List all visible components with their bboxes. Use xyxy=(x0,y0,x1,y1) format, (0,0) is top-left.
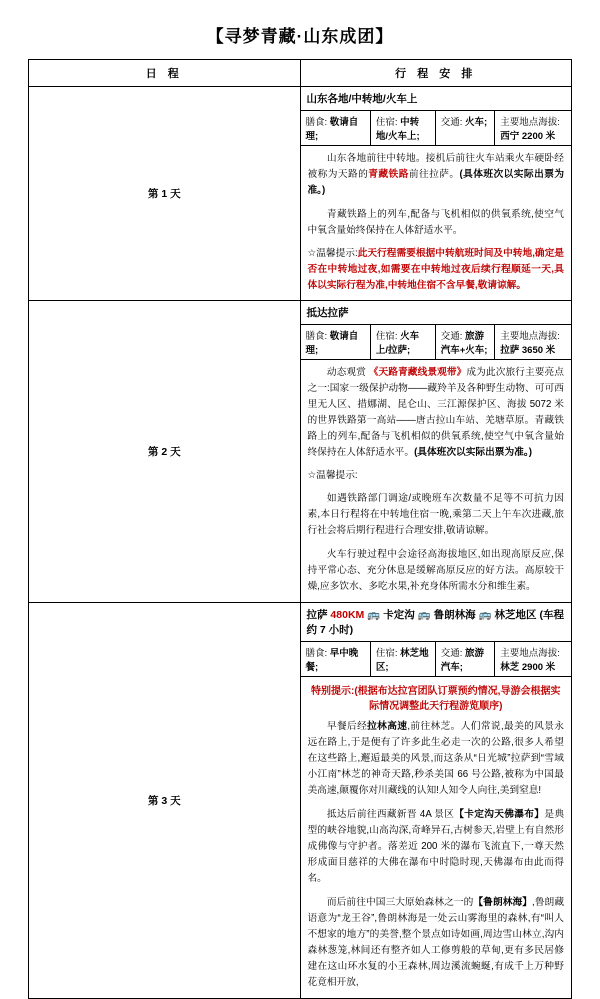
altitude-value: 林芝 2900 米 xyxy=(500,662,556,673)
paragraph xyxy=(301,714,572,802)
meal-label: 膳食: xyxy=(305,331,328,342)
text-segment-bold: 【鲁朗林海】 xyxy=(473,897,533,908)
bus-icon: 🚌 xyxy=(478,609,492,621)
transport-label: 交通: xyxy=(440,331,463,342)
text-segment-bold: (具体班次以实际出票为准。) xyxy=(414,447,532,458)
altitude-value: 拉萨 3650 米 xyxy=(500,345,556,356)
special-notice: 特别提示:(根据布达拉宫团队订票预约情况,导游会根据实际情况调整此天行程游览顺序) xyxy=(311,686,561,712)
lodging-label: 住宿: xyxy=(375,648,398,659)
transport-cell-2 xyxy=(436,325,496,359)
meal-value: 早中晚餐; xyxy=(305,648,359,673)
lodging-value: 林芝地区; xyxy=(375,648,429,673)
altitude-label: 主要地点海拔: xyxy=(500,331,560,342)
route-distance: 480KM xyxy=(330,609,365,621)
text-segment: 如遇铁路部门调途/或晚班车次数量不足等不可抗力因素,本日行程将在中转地住宿一晚,乘第二天上午车次进藏,旅行社会将后期行程进行合理安排,敬请谅解。 xyxy=(307,493,564,536)
tip-label: ☆温馨提示: xyxy=(307,248,358,259)
table-row xyxy=(29,603,572,999)
day-paragraphs-3 xyxy=(301,677,572,998)
lodging-cell-1 xyxy=(371,111,436,145)
itinerary-table xyxy=(28,59,572,999)
tip-text: 此天行程需要根据中转航班时间及中转地,确定是否在中转地过夜,如需要在中转地过夜后续行程顺延一天,具体以实际行程为准,中转地住宿不含早餐,敬请谅解。 xyxy=(307,248,564,291)
tip-paragraph xyxy=(301,242,572,296)
altitude-label: 主要地点海拔: xyxy=(500,117,560,128)
route-note: (车程约 7 小时) xyxy=(306,609,564,636)
tip-paragraph xyxy=(301,464,572,486)
lodging-label: 住宿: xyxy=(375,117,398,128)
page-title: 【寻梦青藏·山东成团】 xyxy=(206,27,394,46)
text-segment: 抵达后前往西藏新晋 4A 景区 xyxy=(326,809,455,820)
meal-cell-3 xyxy=(301,642,371,676)
text-segment: ,前往林芝。人们常说,最美的风景永远在路上,于是便有了许多此生必走一次的公路,很多人希望在这些路上,邂逅最美的风景,而这条从“日光城”拉萨到“雪域小江南”林芝的神奇天路,秒杀美国 66 号公路,被称为中国最美高速,颠覆你对川藏线的认知!人知令人向往,美到窒息! xyxy=(307,721,564,796)
text-segment: 山东各地前往中转地。接机后前往火车站乘火车硬卧经被称为天路的 xyxy=(307,153,564,180)
altitude-cell-2 xyxy=(495,325,571,359)
day-paragraphs-1 xyxy=(301,146,572,300)
day-paragraphs-2 xyxy=(301,360,572,602)
day-label-3: 第 3 天 xyxy=(29,603,301,999)
text-segment: 动态观赏 xyxy=(326,367,369,378)
tip-label: ☆温馨提示: xyxy=(307,470,358,481)
transport-cell-3 xyxy=(436,642,496,676)
meal-cell-1 xyxy=(301,111,371,145)
text-segment: 是典型的峡谷地貌,山高沟深,奇峰异石,古树参天,岩壁上有自然形成佛像与守护者。落差近 200 米的瀑布飞流直下,一尊天然形成面目慈祥的大佛在瀑布中时隐时现,天佛瀑布由此而得名。 xyxy=(307,809,565,884)
paragraph xyxy=(301,802,572,890)
meal-value: 敬请自理; xyxy=(305,117,359,142)
paragraph xyxy=(301,360,572,464)
transport-value: 旅游汽车; xyxy=(440,648,485,673)
paragraph xyxy=(301,202,572,242)
paragraph xyxy=(301,542,572,598)
text-segment-bold: 拉林高速 xyxy=(367,721,408,732)
route-bar-3 xyxy=(301,603,572,642)
altitude-cell-3 xyxy=(495,642,571,676)
day-label-2: 第 2 天 xyxy=(29,301,301,603)
meal-label: 膳食: xyxy=(305,648,328,659)
text-segment-highlight: 青藏铁路 xyxy=(368,169,409,180)
paragraph xyxy=(301,890,572,994)
route-mid2: 鲁朗林海 xyxy=(433,609,476,621)
text-segment-bold: 【卡定沟天佛瀑布】 xyxy=(454,809,545,820)
transport-value: 火车; xyxy=(465,117,488,128)
route-mid: 卡定沟 xyxy=(383,609,415,621)
transport-cell-1 xyxy=(436,111,496,145)
route-start: 拉萨 xyxy=(306,609,328,621)
meal-value: 敬请自理; xyxy=(305,331,359,356)
meal-label: 膳食: xyxy=(305,117,328,128)
bus-icon: 🚌 xyxy=(417,609,431,621)
day-content-3 xyxy=(300,603,572,999)
table-row xyxy=(29,301,572,603)
lodging-value: 中转地/火车上; xyxy=(375,117,420,142)
bus-icon: 🚌 xyxy=(367,609,381,621)
text-segment-highlight: 《天路青藏线景观带》 xyxy=(368,367,467,378)
route-bar-2: 抵达拉萨 xyxy=(301,301,572,325)
text-segment-bold: (具体班次以实际出票为准。) xyxy=(307,169,565,196)
lodging-cell-2 xyxy=(371,325,436,359)
text-segment: 火车行驶过程中会途径高海拔地区,如出现高原反应,保持平常心态、充分休息是缓解高原反应的好方法。高原较干燥,应多饮水、多吃水果,补充身体所需水分和维生素。 xyxy=(307,549,564,592)
meta-row-3 xyxy=(301,642,572,677)
meta-row-1 xyxy=(301,111,572,146)
paragraph xyxy=(301,146,572,202)
lodging-value: 火车上/拉萨; xyxy=(375,331,420,356)
route-bar-1: 山东各地/中转地/火车上 xyxy=(301,87,572,111)
day-label-1: 第 1 天 xyxy=(29,87,301,301)
altitude-value: 西宁 2200 米 xyxy=(500,131,556,142)
transport-label: 交通: xyxy=(440,117,463,128)
transport-label: 交通: xyxy=(440,648,463,659)
lodging-label: 住宿: xyxy=(375,331,398,342)
day-content-1 xyxy=(300,87,572,301)
route-end: 林芝地区 xyxy=(494,609,537,621)
paragraph xyxy=(301,486,572,542)
altitude-label: 主要地点海拔: xyxy=(500,648,560,659)
transport-value: 旅游汽车+火车; xyxy=(440,331,488,356)
header-day-cell: 日 程 xyxy=(29,60,301,87)
text-segment: ,鲁朗藏语意为“龙王谷”,鲁朗林海是一处云山雾海里的森林,有“叫人不想家的地方”的美誉,整个景点如诗如画,周边雪山林立,沟内森林葱笼,林间还有整齐如人工修剪般的草甸,更有多民居修建在这山环水复的小王森林,周边溪流蜿蜒,有成千上万种野花竟相开放, xyxy=(307,897,565,988)
text-segment: 青藏铁路上的列车,配备与飞机相似的供氧系统,使空气中氧含量始终保持在人体舒适水平。 xyxy=(307,209,564,236)
meta-row-2 xyxy=(301,325,572,360)
text-segment: 成为此次旅行主要亮点之一:国家一级保护动物——藏羚羊及各种野生动物、可可西里无人区、措娜湖、昆仑山、三江源保护区、海拔 5072 米的世界铁路第一高站——唐古拉山车站、羌塘草原。青藏铁路上的列车,配备与飞机相似的供氧系统,使空气中氧含量始终保持在人体舒适水平。 xyxy=(307,367,564,458)
text-segment: 前往拉萨。 xyxy=(408,169,460,180)
lodging-cell-3 xyxy=(371,642,436,676)
text-segment: 而后前往中国三大原始森林之一的 xyxy=(326,897,474,908)
table-header-row xyxy=(29,60,572,87)
meal-cell-2 xyxy=(301,325,371,359)
day-content-2 xyxy=(300,301,572,603)
header-plan-cell: 行 程 安 排 xyxy=(300,60,572,87)
text-segment: 早餐后经 xyxy=(326,721,368,732)
altitude-cell-1 xyxy=(495,111,571,145)
table-row xyxy=(29,87,572,301)
